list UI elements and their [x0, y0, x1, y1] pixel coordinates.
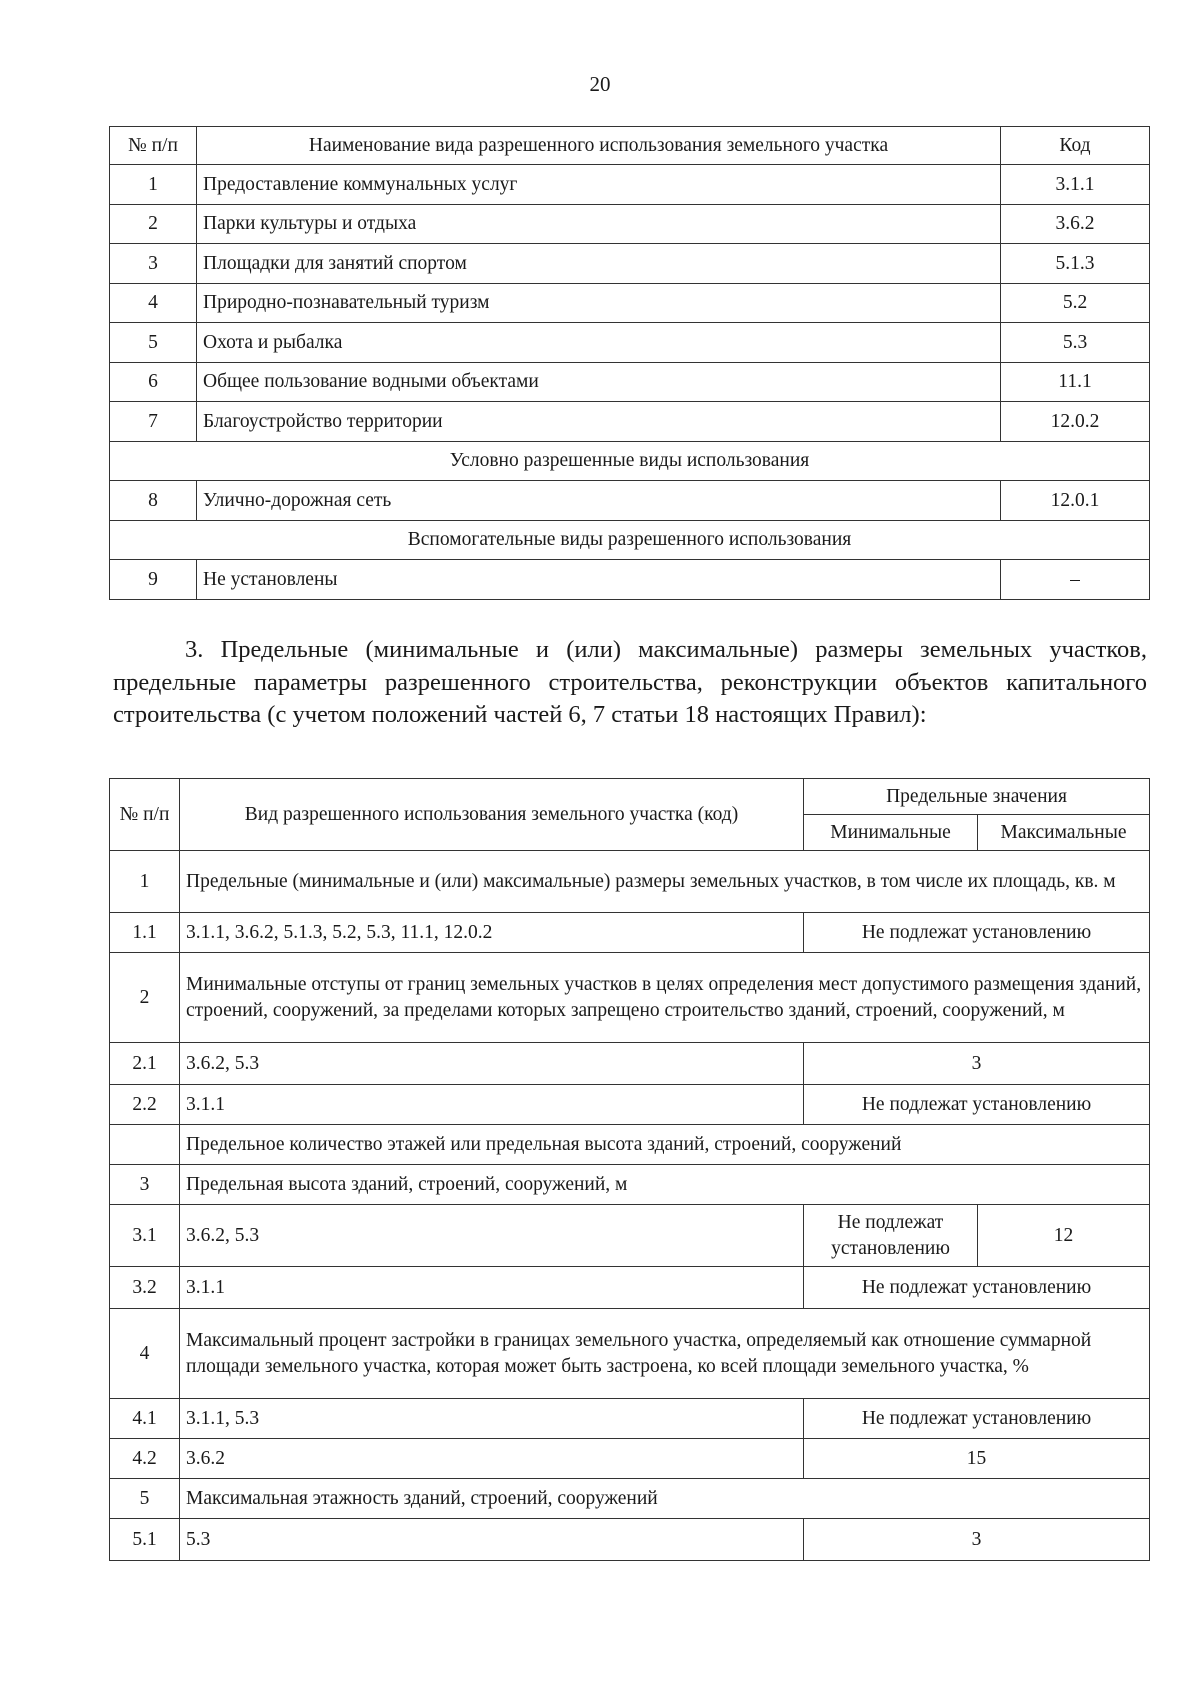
table-row [110, 1439, 1150, 1479]
row-value: Не подлежат установлению [804, 1267, 1150, 1309]
row-code: 3.1.1 [1001, 165, 1150, 205]
table-row [110, 1165, 1150, 1205]
table-row [110, 1085, 1150, 1125]
section-row-conditional [110, 441, 1150, 481]
row-code: – [1001, 560, 1150, 600]
table-row [110, 323, 1150, 363]
row-codes: 3.6.2, 5.3 [180, 1205, 804, 1267]
row-codes: 3.6.2 [180, 1439, 804, 1479]
row-name: Благоустройство территории [197, 402, 1001, 442]
table-row [110, 402, 1150, 442]
table-row [110, 1519, 1150, 1561]
row-name: Площадки для занятий спортом [197, 244, 1001, 284]
row-value: Не подлежат установлению [804, 1399, 1150, 1439]
header-number: № п/п [110, 127, 197, 165]
row-number: 5 [110, 323, 197, 363]
row-name: Парки культуры и отдыха [197, 204, 1001, 244]
row-number: 5.1 [110, 1519, 180, 1561]
row-number: 4 [110, 1309, 180, 1399]
row-text: Максимальная этажность зданий, строений, сооружений [180, 1479, 1150, 1519]
row-max: 12 [978, 1205, 1150, 1267]
row-text: Предельное количество этажей или предельная высота зданий, строений, сооружений [180, 1125, 1150, 1165]
row-text: Максимальный процент застройки в границах земельного участка, определяемый как отношение суммарной площади земельного участка, которая может быть застроена, ко всей площади земельного участка, % [180, 1309, 1150, 1399]
section-row-auxiliary [110, 520, 1150, 560]
row-number: 2.1 [110, 1043, 180, 1085]
row-name: Общее пользование водными объектами [197, 362, 1001, 402]
row-number: 6 [110, 362, 197, 402]
header-code: Код [1001, 127, 1150, 165]
table-row [110, 560, 1150, 600]
row-code: 11.1 [1001, 362, 1150, 402]
row-number: 8 [110, 481, 197, 521]
row-name: Охота и рыбалка [197, 323, 1001, 363]
section-title-auxiliary: Вспомогательные виды разрешенного использования [110, 520, 1150, 560]
row-name: Предоставление коммунальных услуг [197, 165, 1001, 205]
row-number: 2 [110, 204, 197, 244]
row-number: 1 [110, 165, 197, 205]
page-number: 20 [589, 72, 611, 96]
table-row [110, 1125, 1150, 1165]
row-number: 2.2 [110, 1085, 180, 1125]
row-codes: 3.1.1 [180, 1267, 804, 1309]
table-header-row [110, 779, 1150, 815]
row-number: 1.1 [110, 913, 180, 953]
row-value: 15 [804, 1439, 1150, 1479]
row-codes: 3.1.1 [180, 1085, 804, 1125]
row-codes: 3.1.1, 3.6.2, 5.1.3, 5.2, 5.3, 11.1, 12.0.2 [180, 913, 804, 953]
header-number: № п/п [110, 779, 180, 851]
row-code: 5.1.3 [1001, 244, 1150, 284]
row-text: Предельная высота зданий, строений, сооружений, м [180, 1165, 1150, 1205]
row-name: Природно-познавательный туризм [197, 283, 1001, 323]
header-kind: Вид разрешенного использования земельного участка (код) [180, 779, 804, 851]
table-row [110, 283, 1150, 323]
table-row [110, 481, 1150, 521]
table-row [110, 244, 1150, 284]
section-title-conditional: Условно разрешенные виды использования [110, 441, 1150, 481]
row-code: 5.3 [1001, 323, 1150, 363]
row-value: 3 [804, 1519, 1150, 1561]
table-row [110, 1479, 1150, 1519]
row-value: Не подлежат установлению [804, 1085, 1150, 1125]
table-row [110, 953, 1150, 1043]
row-number: 3 [110, 1165, 180, 1205]
table-row [110, 1399, 1150, 1439]
row-min: Не подлежат установлению [804, 1205, 978, 1267]
row-number: 2 [110, 953, 180, 1043]
header-name: Наименование вида разрешенного использования земельного участка [197, 127, 1001, 165]
row-code: 5.2 [1001, 283, 1150, 323]
header-min: Минимальные [804, 815, 978, 851]
row-number: 5 [110, 1479, 180, 1519]
row-number: 3.1 [110, 1205, 180, 1267]
header-limits: Предельные значения [804, 779, 1150, 815]
row-name: Улично-дорожная сеть [197, 481, 1001, 521]
row-number: 7 [110, 402, 197, 442]
row-name: Не установлены [197, 560, 1001, 600]
row-number: 9 [110, 560, 197, 600]
row-text: Минимальные отступы от границ земельных участков в целях определения мест допустимого размещения зданий, строений, сооружений, за пределами которых запрещено строительство зданий, строений, сооружений, м [180, 953, 1150, 1043]
row-value: Не подлежат установлению [804, 913, 1150, 953]
table-row [110, 1043, 1150, 1085]
table-header-row [110, 127, 1150, 165]
row-number: 1 [110, 851, 180, 913]
table-row [110, 1309, 1150, 1399]
paragraph-3 [113, 634, 1147, 732]
row-number [110, 1125, 180, 1165]
row-code: 3.6.2 [1001, 204, 1150, 244]
row-text: Предельные (минимальные и (или) максимальные) размеры земельных участков, в том числе их площадь, кв. м [180, 851, 1150, 913]
row-number: 3 [110, 244, 197, 284]
header-max: Максимальные [978, 815, 1150, 851]
table-row [110, 165, 1150, 205]
table-row [110, 913, 1150, 953]
table-row [110, 362, 1150, 402]
row-codes: 3.1.1, 5.3 [180, 1399, 804, 1439]
table-row [110, 204, 1150, 244]
row-number: 4.1 [110, 1399, 180, 1439]
table-row [110, 1267, 1150, 1309]
row-codes: 5.3 [180, 1519, 804, 1561]
permitted-use-table [109, 126, 1150, 600]
table-row [110, 851, 1150, 913]
table-row [110, 1205, 1150, 1267]
row-codes: 3.6.2, 5.3 [180, 1043, 804, 1085]
paragraph-3-text: 3. Предельные (минимальные и (или) максимальные) размеры земельных участков, предельные параметры разрешенного строительства, реконструкции объектов капитального строительства (с учетом положений частей 6, 7 статьи 18 настоящих Правил): [113, 636, 1147, 728]
row-value: 3 [804, 1043, 1150, 1085]
row-code: 12.0.2 [1001, 402, 1150, 442]
row-number: 4.2 [110, 1439, 180, 1479]
row-number: 4 [110, 283, 197, 323]
limits-table [109, 778, 1150, 1561]
row-number: 3.2 [110, 1267, 180, 1309]
row-code: 12.0.1 [1001, 481, 1150, 521]
